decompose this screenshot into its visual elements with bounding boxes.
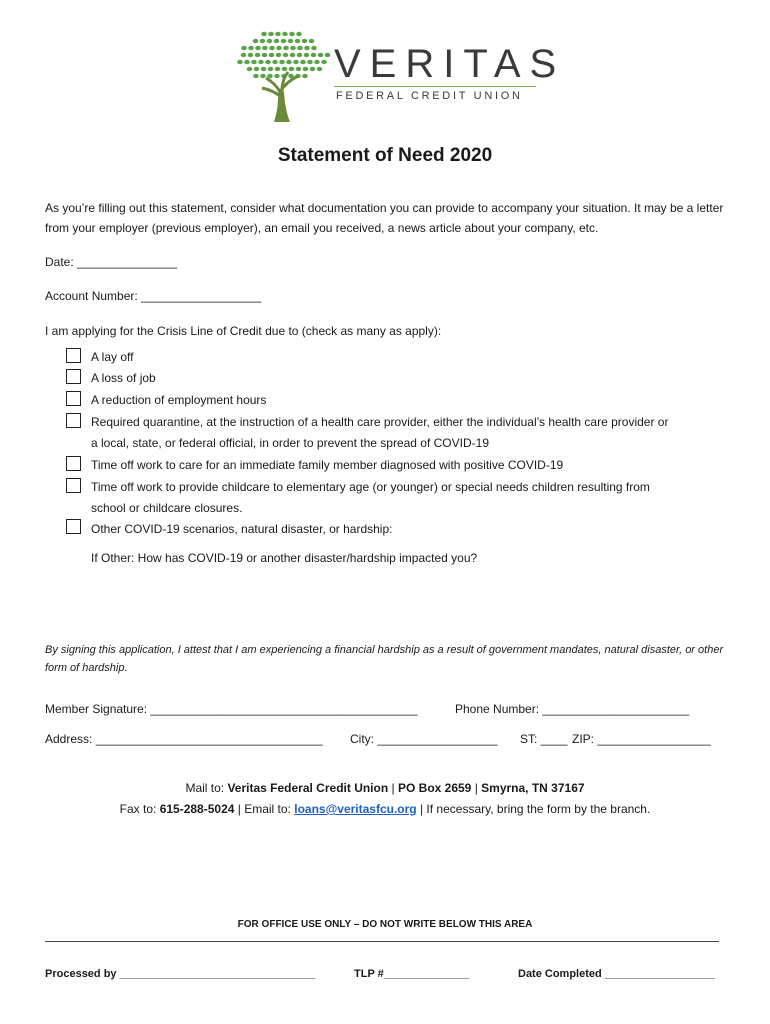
leaf-shape (275, 67, 281, 71)
option-label: Other COVID-19 scenarios, natural disaster, or hardship: (91, 522, 393, 536)
leaf-shape (296, 67, 302, 71)
leaf-shape (261, 67, 267, 71)
leaf-shape (283, 53, 289, 57)
fax-number: 615-288-5024 (159, 802, 235, 816)
leaf-shape (261, 32, 267, 36)
intro-paragraph: As you’re filling out this statement, consider what documentation you can provide to accompany your situation. It may be a letter from your employer (previous employer), an email you received, a news article about your company, etc. (45, 201, 724, 235)
leaf-shape (290, 46, 296, 50)
leaf-shape (267, 39, 273, 43)
leaf-shape (311, 46, 317, 50)
option-label-continued: a local, state, or federal official, in order to prevent the spread of COVID-19 (91, 436, 489, 450)
email-link[interactable]: loans@veritasfcu.org (294, 802, 417, 816)
leaf-shape (262, 53, 268, 57)
leaf-shape (260, 39, 266, 43)
leaf-shape (318, 53, 324, 57)
leaf-shape (248, 46, 254, 50)
leaf-shape (253, 39, 259, 43)
logo-subtitle: FEDERAL CREDIT UNION (336, 90, 523, 102)
leaf-shape (282, 67, 288, 71)
leaf-shape (255, 46, 261, 50)
member-signature-field[interactable]: Member Signature: ________________________________________ (45, 702, 418, 716)
leaf-shape (279, 60, 285, 64)
leaf-shape (288, 39, 294, 43)
leaf-shape (321, 60, 327, 64)
po-box: PO Box 2659 (397, 781, 472, 795)
leaf-shape (241, 53, 247, 57)
leaf-shape (275, 32, 281, 36)
checkbox-loss-of-job[interactable] (66, 369, 81, 384)
leaf-shape (289, 67, 295, 71)
state-field[interactable]: ST: ____ (520, 732, 568, 746)
option-label: A loss of job (91, 371, 156, 385)
leaf-shape (311, 53, 317, 57)
zip-field[interactable]: ZIP: _________________ (572, 732, 711, 746)
checkbox-family-care[interactable] (66, 456, 81, 471)
checkbox-lay-off[interactable] (66, 348, 81, 363)
processed-by-field[interactable]: Processed by ________________________________ (45, 968, 316, 980)
leaf-shape (268, 32, 274, 36)
leaf-shape (276, 53, 282, 57)
leaf-shape (297, 53, 303, 57)
divider (45, 941, 719, 942)
leaf-shape (317, 67, 323, 71)
leaf-shape (241, 46, 247, 50)
org-name: Veritas Federal Credit Union (227, 781, 389, 795)
leaf-shape (300, 60, 306, 64)
account-number-field[interactable]: Account Number: __________________ (45, 289, 262, 303)
attestation-text: By signing this application, I attest that I am experiencing a financial hardship as a result of government mandates, natural disaster, or other form of hardship. (45, 644, 724, 674)
tree-icon (232, 26, 332, 122)
leaf-shape (274, 74, 280, 78)
option-label: Time off work to provide childcare to elementary age (or younger) or special needs children resulting from (91, 480, 650, 494)
leaf-shape (276, 46, 282, 50)
leaf-shape (254, 67, 260, 71)
address-field[interactable]: Address: __________________________________ (45, 732, 323, 746)
leaf-shape (296, 32, 302, 36)
leaf-shape (247, 67, 253, 71)
leaf-shape (269, 46, 275, 50)
leaf-shape (237, 60, 243, 64)
logo-wordmark: VERITAS (334, 42, 566, 86)
leaf-shape (248, 53, 254, 57)
leaf-shape (303, 67, 309, 71)
logo-rule (334, 86, 536, 87)
phone-number-field[interactable]: Phone Number: ______________________ (455, 702, 690, 716)
option-label: A reduction of employment hours (91, 393, 267, 407)
leaf-shape (297, 46, 303, 50)
leaf-shape (265, 60, 271, 64)
leaf-shape (310, 67, 316, 71)
reason-question: I am applying for the Crisis Line of Credit due to (check as many as apply): (45, 324, 442, 338)
date-field[interactable]: Date: _______________ (45, 255, 178, 269)
city-state-zip: Smyrna, TN 37167 (481, 781, 585, 795)
leaf-shape (302, 74, 308, 78)
leaf-shape (290, 53, 296, 57)
leaf-shape (286, 60, 292, 64)
mail-to-line: Mail to: Veritas Federal Credit Union | PO Box 2659 | Smyrna, TN 37167 (185, 781, 585, 795)
leaf-shape (302, 39, 308, 43)
leaf-shape (289, 32, 295, 36)
leaf-shape (262, 46, 268, 50)
leaf-shape (304, 53, 310, 57)
tlp-field[interactable]: TLP #______________ (354, 968, 470, 980)
leaf-shape (281, 39, 287, 43)
leaf-shape (282, 32, 288, 36)
option-label: Required quarantine, at the instruction of a health care provider, either the individual’s health care provider or (91, 415, 669, 429)
checkbox-other[interactable] (66, 519, 81, 534)
option-label-continued: school or childcare closures. (91, 501, 243, 515)
checkbox-childcare[interactable] (66, 478, 81, 493)
leaf-shape (274, 39, 280, 43)
other-prompt: If Other: How has COVID-19 or another disaster/hardship impacted you? (91, 551, 478, 565)
leaf-shape (253, 74, 259, 78)
leaf-shape (293, 60, 299, 64)
office-use-heading: FOR OFFICE USE ONLY – DO NOT WRITE BELOW THIS AREA (237, 919, 533, 930)
fax-email-line: Fax to: 615-288-5024 | Email to: loans@veritasfcu.org | If necessary, bring the form by the branch. (119, 802, 651, 816)
page-title: Statement of Need 2020 (277, 145, 493, 166)
leaf-shape (260, 74, 266, 78)
leaf-shape (304, 46, 310, 50)
city-field[interactable]: City: __________________ (350, 732, 498, 746)
leaf-shape (309, 39, 315, 43)
checkbox-reduction-hours[interactable] (66, 391, 81, 406)
checkbox-quarantine[interactable] (66, 413, 81, 428)
leaf-shape (283, 46, 289, 50)
leaf-shape (307, 60, 313, 64)
option-label: Time off work to care for an immediate family member diagnosed with positive COVID-19 (91, 458, 564, 472)
leaf-shape (268, 67, 274, 71)
leaf-shape (244, 60, 250, 64)
leaf-shape (269, 53, 275, 57)
leaf-shape (295, 39, 301, 43)
leaf-shape (251, 60, 257, 64)
leaf-shape (255, 53, 261, 57)
leaf-shape (314, 60, 320, 64)
leaf-shape (272, 60, 278, 64)
leaf-shape (325, 53, 331, 57)
option-label: A lay off (91, 350, 134, 364)
date-completed-field[interactable]: Date Completed __________________ (518, 968, 715, 980)
leaf-shape (258, 60, 264, 64)
